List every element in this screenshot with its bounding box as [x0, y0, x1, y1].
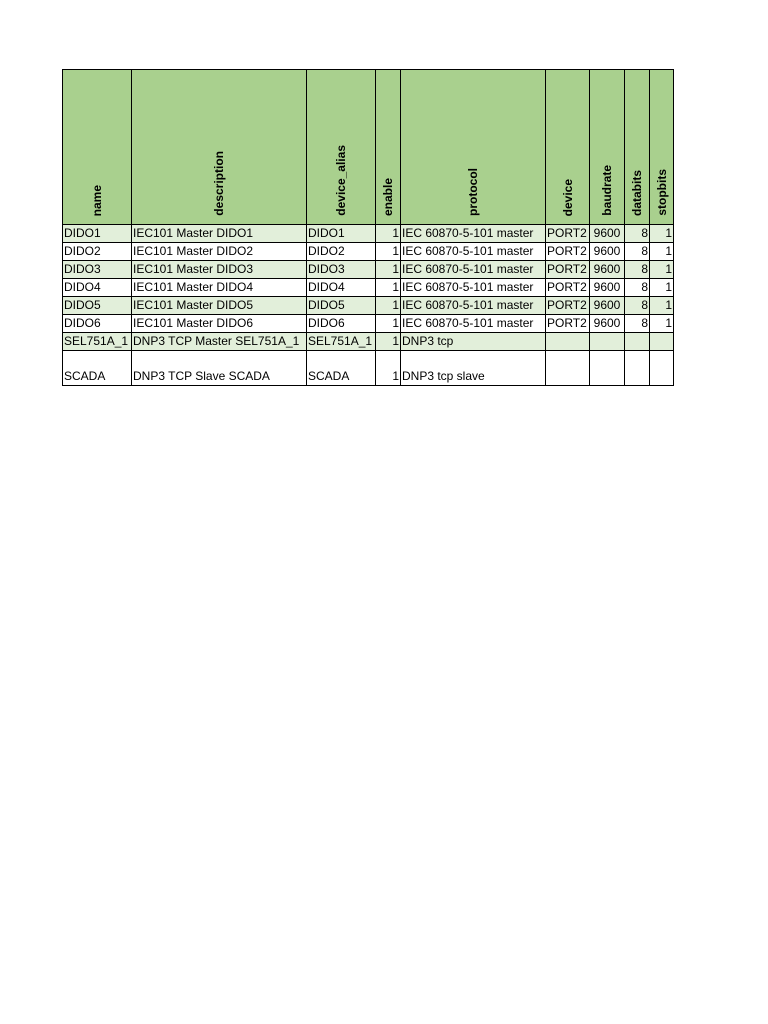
- cell-description[interactable]: IEC101 Master DIDO5: [132, 297, 307, 315]
- cell-protocol[interactable]: IEC 60870-5-101 master: [401, 243, 546, 261]
- cell-databits[interactable]: 8: [625, 261, 650, 279]
- cell-name[interactable]: DIDO3: [63, 261, 132, 279]
- cell-description[interactable]: DNP3 TCP Slave SCADA: [132, 351, 307, 386]
- cell-description[interactable]: IEC101 Master DIDO1: [132, 225, 307, 243]
- cell-name[interactable]: SEL751A_1: [63, 333, 132, 351]
- cell-device-alias[interactable]: DIDO3: [307, 261, 376, 279]
- cell-protocol[interactable]: DNP3 tcp slave: [401, 351, 546, 386]
- cell-baudrate[interactable]: 9600: [590, 279, 625, 297]
- cell-databits[interactable]: 8: [625, 315, 650, 333]
- table-row: [63, 333, 674, 351]
- column-header-protocol[interactable]: protocol: [401, 70, 546, 225]
- column-header-baudrate[interactable]: baudrate: [590, 70, 625, 225]
- cell-device[interactable]: PORT2: [546, 243, 590, 261]
- cell-description[interactable]: IEC101 Master DIDO3: [132, 261, 307, 279]
- cell-protocol[interactable]: DNP3 tcp: [401, 333, 546, 351]
- cell-device-alias[interactable]: SEL751A_1: [307, 333, 376, 351]
- cell-enable[interactable]: 1: [376, 261, 401, 279]
- cell-device-alias[interactable]: DIDO4: [307, 279, 376, 297]
- cell-databits[interactable]: [625, 351, 650, 386]
- cell-stopbits[interactable]: [650, 351, 674, 386]
- table-row: [63, 297, 674, 315]
- cell-enable[interactable]: 1: [376, 279, 401, 297]
- cell-enable[interactable]: 1: [376, 243, 401, 261]
- column-header-name[interactable]: name: [63, 70, 132, 225]
- cell-baudrate[interactable]: [590, 333, 625, 351]
- cell-description[interactable]: IEC101 Master DIDO6: [132, 315, 307, 333]
- column-header-device[interactable]: device: [546, 70, 590, 225]
- cell-name[interactable]: DIDO2: [63, 243, 132, 261]
- cell-device-alias[interactable]: SCADA: [307, 351, 376, 386]
- cell-name[interactable]: DIDO6: [63, 315, 132, 333]
- header-row: [63, 70, 674, 225]
- cell-stopbits[interactable]: 1: [650, 315, 674, 333]
- table-row: [63, 315, 674, 333]
- cell-device[interactable]: PORT2: [546, 297, 590, 315]
- cell-protocol[interactable]: IEC 60870-5-101 master: [401, 279, 546, 297]
- cell-name[interactable]: DIDO4: [63, 279, 132, 297]
- cell-stopbits[interactable]: 1: [650, 279, 674, 297]
- cell-databits[interactable]: [625, 333, 650, 351]
- cell-device[interactable]: PORT2: [546, 315, 590, 333]
- cell-baudrate[interactable]: 9600: [590, 225, 625, 243]
- column-header-description[interactable]: description: [132, 70, 307, 225]
- cell-stopbits[interactable]: [650, 333, 674, 351]
- cell-device[interactable]: PORT2: [546, 225, 590, 243]
- cell-device[interactable]: PORT2: [546, 279, 590, 297]
- cell-name[interactable]: SCADA: [63, 351, 132, 386]
- cell-stopbits[interactable]: 1: [650, 225, 674, 243]
- cell-databits[interactable]: 8: [625, 297, 650, 315]
- table-row: [63, 225, 674, 243]
- cell-enable[interactable]: 1: [376, 315, 401, 333]
- column-header-device-alias[interactable]: device_alias: [307, 70, 376, 225]
- cell-device[interactable]: PORT2: [546, 261, 590, 279]
- cell-device-alias[interactable]: DIDO2: [307, 243, 376, 261]
- cell-stopbits[interactable]: 1: [650, 297, 674, 315]
- cell-databits[interactable]: 8: [625, 243, 650, 261]
- column-header-databits[interactable]: databits: [625, 70, 650, 225]
- cell-baudrate[interactable]: 9600: [590, 297, 625, 315]
- cell-stopbits[interactable]: 1: [650, 261, 674, 279]
- cell-baudrate[interactable]: 9600: [590, 261, 625, 279]
- cell-enable[interactable]: 1: [376, 333, 401, 351]
- cell-device[interactable]: [546, 351, 590, 386]
- device-table: [62, 69, 674, 386]
- cell-enable[interactable]: 1: [376, 351, 401, 386]
- spreadsheet: [62, 69, 674, 386]
- cell-baudrate[interactable]: [590, 351, 625, 386]
- cell-protocol[interactable]: IEC 60870-5-101 master: [401, 225, 546, 243]
- cell-databits[interactable]: 8: [625, 279, 650, 297]
- cell-protocol[interactable]: IEC 60870-5-101 master: [401, 315, 546, 333]
- column-header-stopbits[interactable]: stopbits: [650, 70, 674, 225]
- table-row: [63, 261, 674, 279]
- cell-description[interactable]: IEC101 Master DIDO2: [132, 243, 307, 261]
- cell-databits[interactable]: 8: [625, 225, 650, 243]
- table-row: [63, 351, 674, 386]
- table-row: [63, 279, 674, 297]
- cell-description[interactable]: DNP3 TCP Master SEL751A_1: [132, 333, 307, 351]
- cell-enable[interactable]: 1: [376, 225, 401, 243]
- table-row: [63, 243, 674, 261]
- cell-device-alias[interactable]: DIDO6: [307, 315, 376, 333]
- cell-device[interactable]: [546, 333, 590, 351]
- cell-device-alias[interactable]: DIDO5: [307, 297, 376, 315]
- cell-device-alias[interactable]: DIDO1: [307, 225, 376, 243]
- column-header-enable[interactable]: enable: [376, 70, 401, 225]
- cell-name[interactable]: DIDO1: [63, 225, 132, 243]
- cell-name[interactable]: DIDO5: [63, 297, 132, 315]
- cell-description[interactable]: IEC101 Master DIDO4: [132, 279, 307, 297]
- cell-baudrate[interactable]: 9600: [590, 315, 625, 333]
- cell-stopbits[interactable]: 1: [650, 243, 674, 261]
- cell-enable[interactable]: 1: [376, 297, 401, 315]
- cell-protocol[interactable]: IEC 60870-5-101 master: [401, 261, 546, 279]
- cell-protocol[interactable]: IEC 60870-5-101 master: [401, 297, 546, 315]
- cell-baudrate[interactable]: 9600: [590, 243, 625, 261]
